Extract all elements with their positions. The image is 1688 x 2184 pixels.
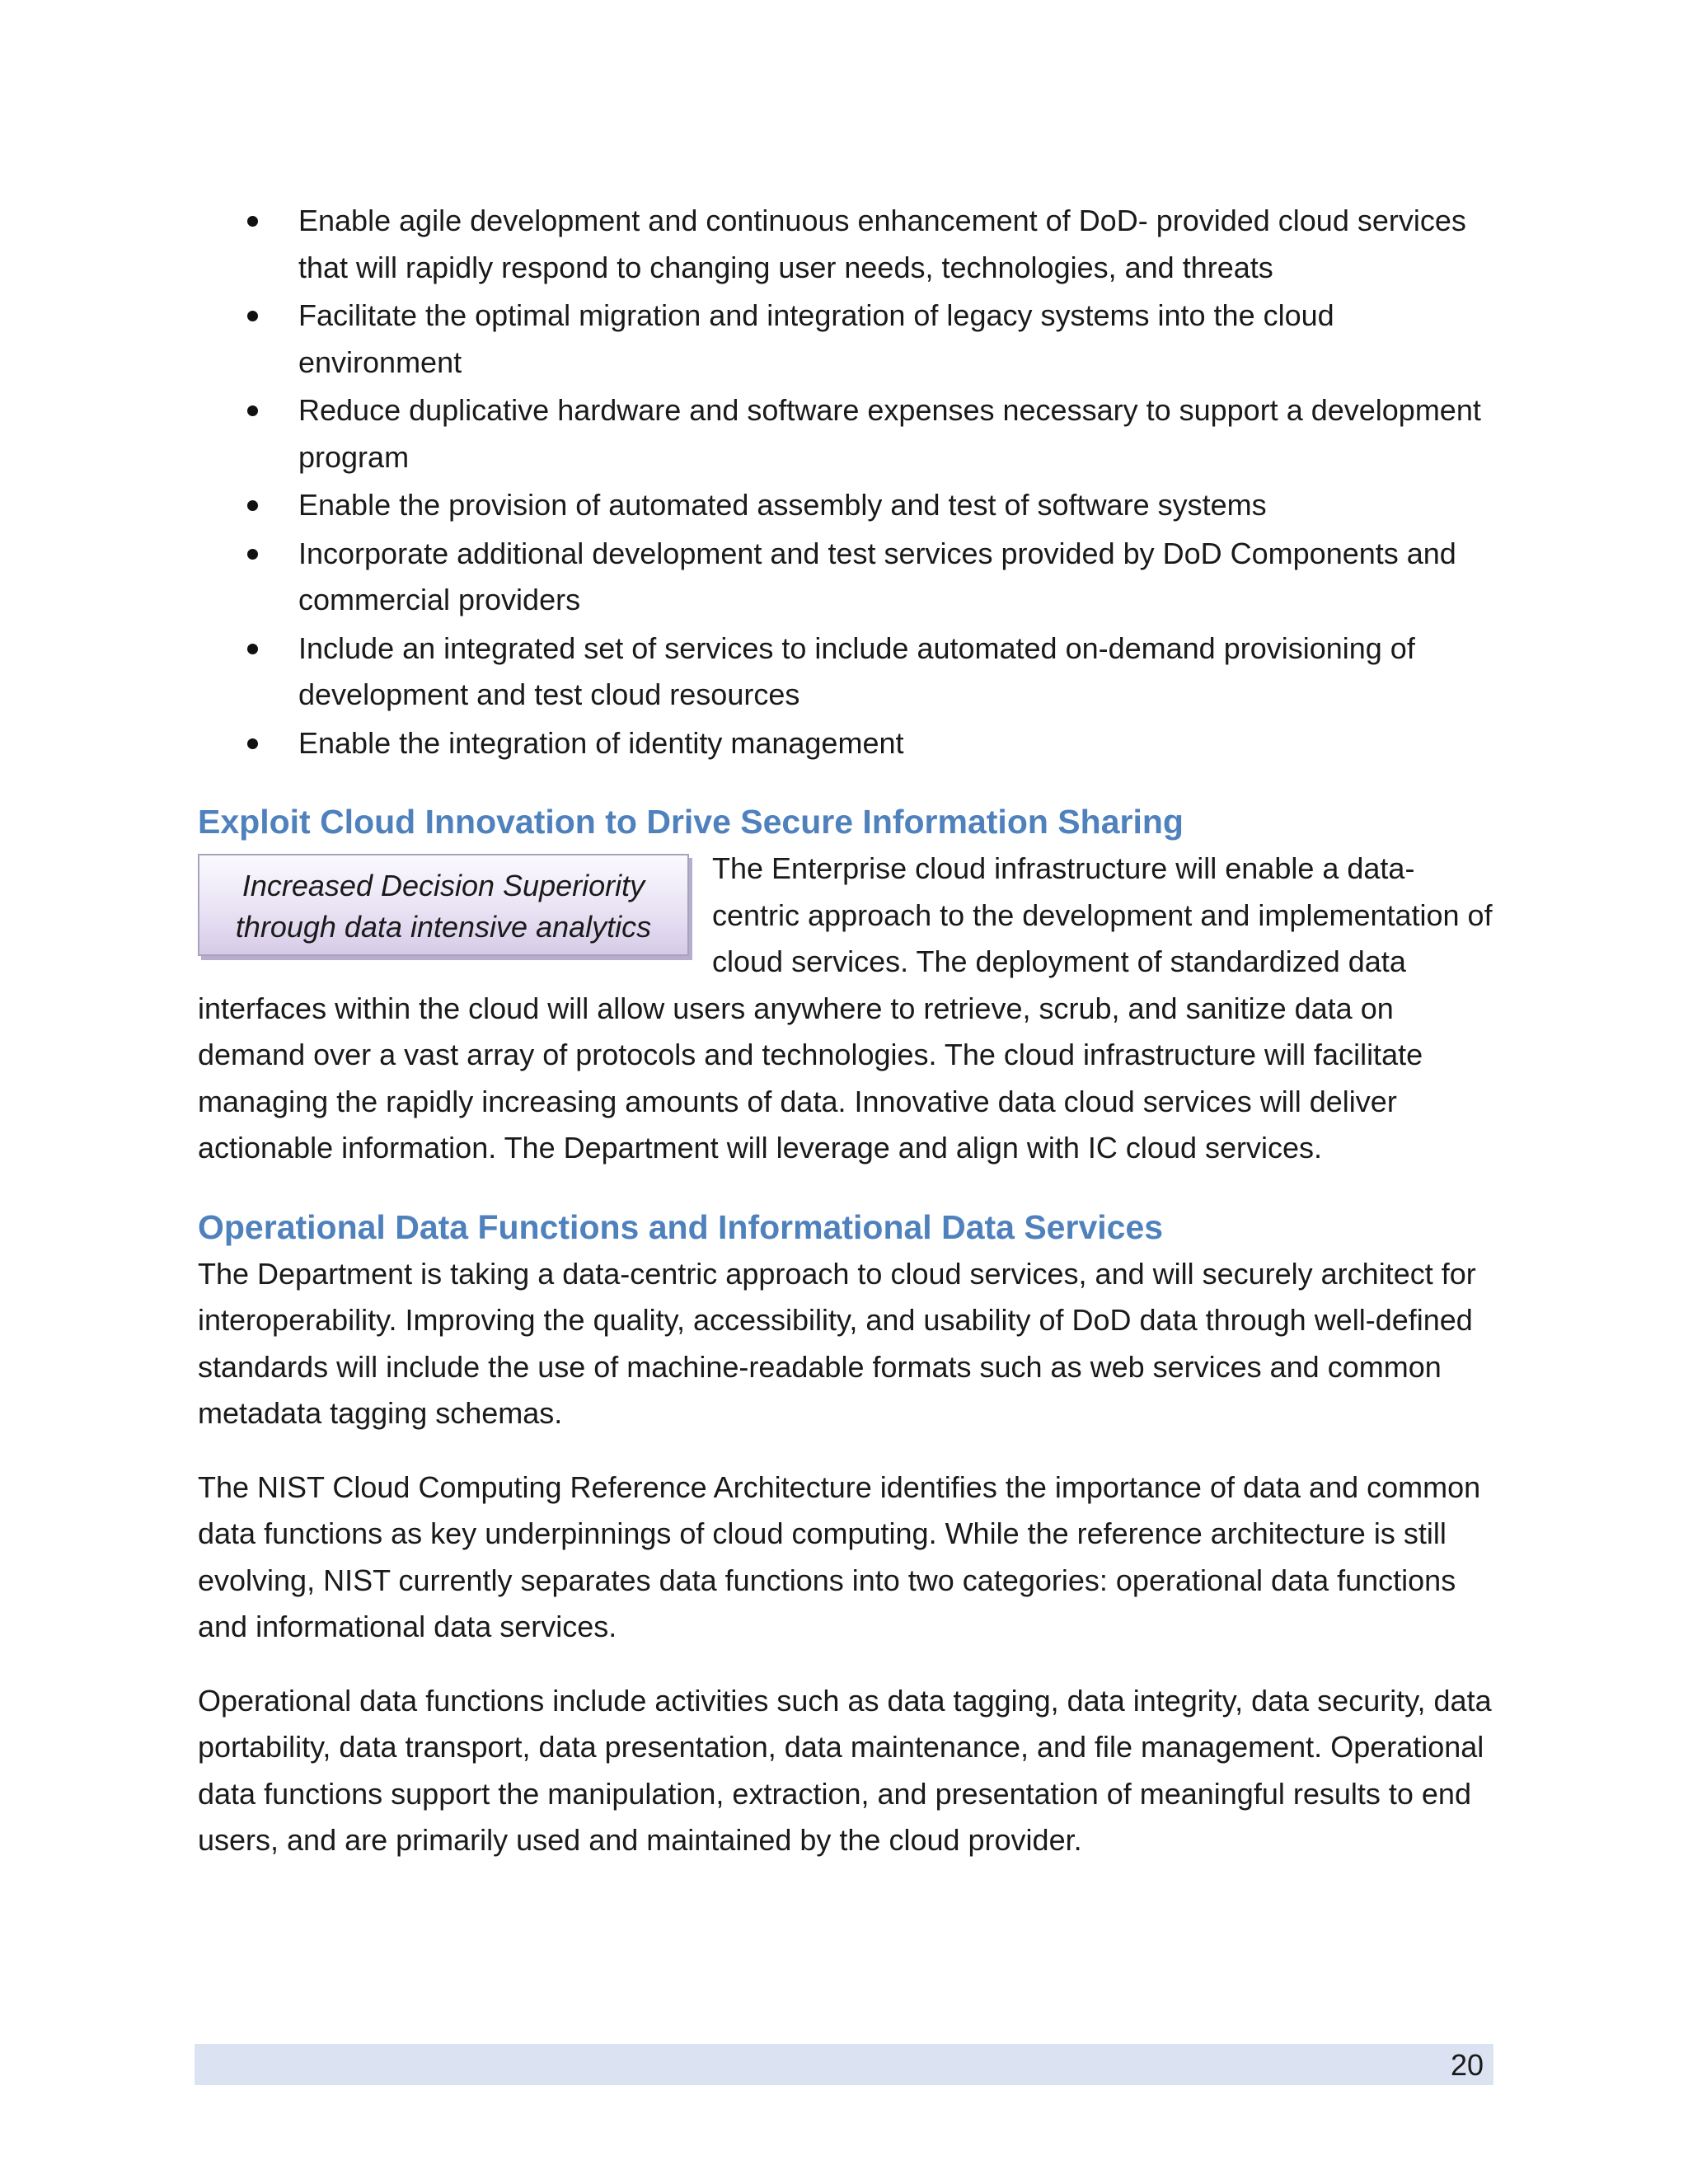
section1-paragraph: The Enterprise cloud infrastructure will enable a data-centric approach to the development and implementation of cloud services. The deployment of standardized data interfaces within the cloud will allow users anywhere to retrieve, scrub, and sanitize data on demand over a vast array of protocols and technologies. The cloud infrastructure will facilitate managing the rapidly increasing amounts of data. Innovative data cloud services will deliver actionable information. The Department will leverage and align with IC cloud services.	[198, 851, 1493, 1165]
list-item: Include an integrated set of services to include automated on-demand provisioning of development and test cloud resources	[198, 626, 1500, 719]
list-item: Enable agile development and continuous enhancement of DoD- provided cloud services that will rapidly respond to changing user needs, technologies, and threats	[198, 198, 1500, 291]
list-item: Enable the provision of automated assembly and test of software systems	[198, 482, 1500, 529]
page-number: 20	[1450, 2048, 1484, 2082]
callout-line-2: through data intensive analytics	[235, 910, 652, 944]
footer-bar	[195, 2044, 1493, 2085]
objectives-bullet-list	[198, 198, 1500, 766]
list-item: Facilitate the optimal migration and integration of legacy systems into the cloud environment	[198, 293, 1500, 386]
section-heading-exploit-cloud: Exploit Cloud Innovation to Drive Secure Information Sharing	[198, 803, 1184, 841]
page-content	[198, 198, 1500, 1864]
list-item: Reduce duplicative hardware and software expenses necessary to support a development program	[198, 387, 1500, 480]
section2-paragraph-2: The NIST Cloud Computing Reference Architecture identifies the importance of data and common data functions as key underpinnings of cloud computing. While the reference architecture is still evolving, NIST currently separates data functions into two categories: operational data functions and informational data services.	[198, 1469, 1481, 1643]
callout-line-1: Increased Decision Superiority	[241, 869, 645, 902]
section2-paragraph-3: Operational data functions include activities such as data tagging, data integrity, data security, data portability, data transport, data presentation, data maintenance, and file management. Operational data functions support the manipulation, extraction, and presentation of meaningful results to end users, and are primarily used and maintained by the cloud provider.	[198, 1683, 1492, 1857]
list-item: Enable the integration of identity management	[198, 720, 1500, 767]
section-heading-operational-data: Operational Data Functions and Informational Data Services	[198, 1207, 1164, 1246]
list-item: Incorporate additional development and test services provided by DoD Components and commercial providers	[198, 531, 1500, 624]
section2-paragraph-1: The Department is taking a data-centric approach to cloud services, and will securely architect for interoperability. Improving the quality, accessibility, and usability of DoD data through well-defined standards will include the use of machine-readable formats such as web services and common metadata tagging schemas.	[198, 1256, 1476, 1430]
callout-box	[198, 854, 689, 956]
